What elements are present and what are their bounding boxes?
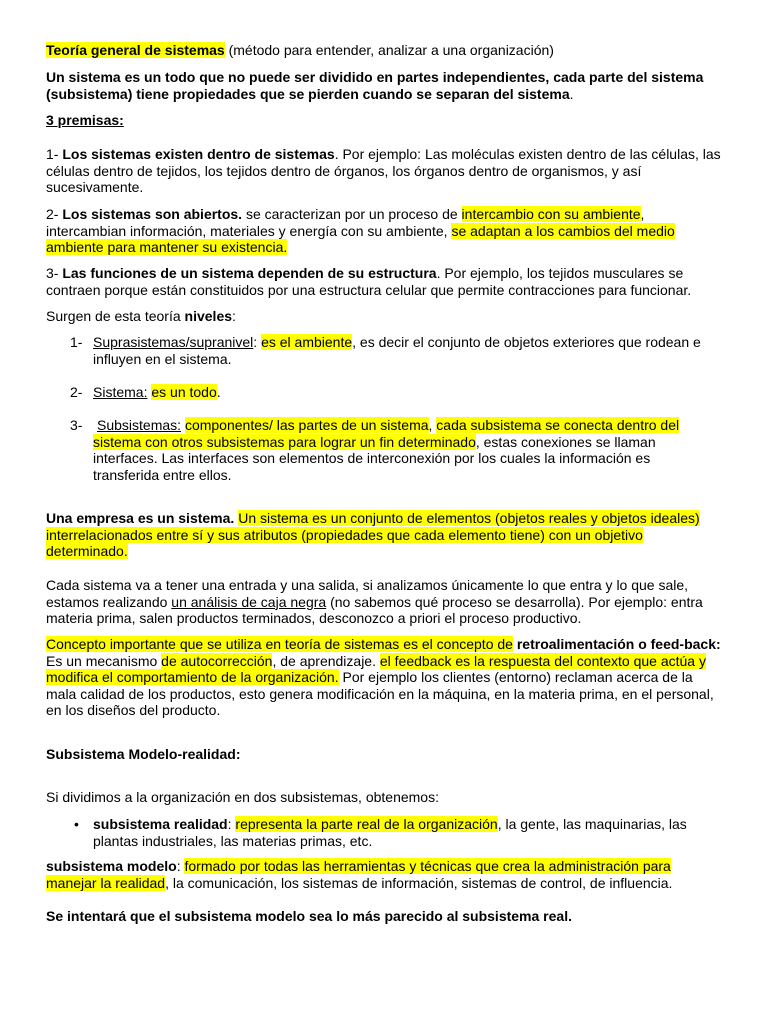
premise-2-highlight-1: intercambio con su ambiente [461, 206, 641, 222]
level-3-term: Subsistemas: [97, 417, 182, 433]
feedback-text-a: Es un mecanismo [46, 652, 162, 669]
level-1-rest: , es decir el conjunto de objetos exteriores que rodean e influyen en el sistema. [93, 334, 701, 367]
premise-2-bold: Los sistemas son abiertos. [62, 206, 243, 222]
title-highlight: Teoría general de sistemas [46, 42, 225, 58]
premise-2 [46, 206, 722, 256]
subsystem-model-paragraph [46, 858, 722, 891]
model-term: subsistema modelo [46, 858, 177, 874]
premise-2-text-b: , intercambian información, materiales y energía con su ambiente, [46, 206, 645, 239]
enterprise-bold: Una empresa es un sistema. [46, 510, 235, 526]
reality-term: subsistema realidad [93, 816, 228, 832]
model-highlight: formado por todas las herramientas y técnicas que crea la administración para manejar la realidad [46, 858, 671, 891]
premise-3-number: 3- [46, 265, 63, 281]
title-rest: (método para entender, analizar a una organización) [224, 42, 554, 58]
system-definition [46, 69, 722, 102]
premise-2-highlight-2: se adaptan a los cambios del medio ambiente para mantener su existencia. [46, 222, 675, 255]
levels-word: niveles [184, 308, 233, 324]
feedback-term: retroalimentación o feed-back: [512, 636, 721, 652]
final-statement-text: Se intentará que el subsistema modelo sea lo más parecido al subsistema real. [46, 908, 572, 924]
definition-text: Un sistema es un todo que no puede ser dividido en partes independientes, cada parte del sistema (subsistema) tiene propiedades que se pierden cuando se separan del sistema [46, 69, 704, 102]
levels-colon: : [232, 308, 236, 324]
model-rest: , la comunicación, los sistemas de información, sistemas de control, de influencia. [165, 874, 673, 891]
premise-3-bold: Las funciones de un sistema dependen de su estructura [62, 265, 437, 281]
subsystem-reality-text [93, 816, 713, 849]
feedback-paragraph [46, 636, 722, 719]
level-1-colon: : [253, 334, 262, 350]
subsystem-intro [46, 789, 722, 806]
level-3-comma: , [428, 417, 437, 433]
feedback-highlight-1: Concepto importante que se utiliza en teoría de sistemas es el concepto de [46, 636, 513, 652]
level-1-number: 1- [70, 334, 83, 350]
feedback-highlight-2: de autocorrección [161, 652, 273, 669]
model-colon: : [176, 858, 185, 874]
reality-rest: , la gente, las maquinarias, las plantas industriales, las materias primas, etc. [93, 816, 687, 849]
premises-heading [46, 112, 722, 129]
levels-intro [46, 308, 722, 325]
level-3-highlight-2: cada subsistema se conecta dentro del sistema con otros subsistemas para lograr un fin determinado [93, 417, 680, 450]
bullet-icon: • [74, 816, 79, 832]
premise-1-text: . Por ejemplo: Las moléculas existen dentro de las células, las células dentro de tejidos, los tejidos dentro de órganos, los órganos dentro de organismos, y así sucesivamente. [46, 146, 721, 195]
premise-1 [46, 146, 722, 196]
title-line [46, 42, 722, 59]
level-2-term: Sistema: [93, 384, 148, 400]
level-3-highlight-1: componentes/ las partes de un sistema [184, 417, 429, 433]
level-3-text [93, 417, 713, 483]
level-1-highlight: es el ambiente [261, 334, 353, 350]
subsystem-heading [46, 746, 722, 763]
level-2-number: 2- [70, 384, 83, 400]
premise-3 [46, 265, 722, 298]
premise-1-bold: Los sistemas existen dentro de sistemas [62, 146, 335, 162]
level-1-term: Suprasistemas/supranivel [93, 334, 254, 350]
final-statement [46, 908, 722, 925]
level-3-number: 3- [70, 417, 83, 433]
black-box-term: un análisis de caja negra [171, 593, 327, 610]
feedback-highlight-3: el feedback es la respuesta del contexto que actúa y modifica el comportamiento de la organización. [46, 652, 706, 685]
premise-1-number: 1- [46, 146, 63, 162]
premise-2-number: 2- [46, 206, 63, 222]
premises-label: 3 premisas: [46, 112, 124, 128]
premise-2-text-a: se caracterizan por un proceso de [242, 206, 462, 222]
enterprise-highlight: Un sistema es un conjunto de elementos (objetos reales y objetos ideales) interrelacionados entre sí y sus atributos (propiedades que cada elemento tiene) con un objetivo determinado. [46, 510, 700, 559]
feedback-text-b: , de aprendizaje. [272, 652, 380, 669]
black-box-paragraph [46, 577, 722, 627]
definition-period: . [569, 85, 574, 102]
reality-highlight: representa la parte real de la organización [235, 816, 498, 832]
premise-3-text: . Por ejemplo, los tejidos musculares se contraen porque están constituidos por una estructura celular que permite contracciones para funcionar. [46, 265, 692, 298]
black-box-text-b: (no sabemos qué proceso se desarrolla). Por ejemplo: entra materia prima, salen productos terminados, desconozco a priori el proceso productivo. [46, 593, 703, 626]
black-box-text-a: Cada sistema va a tener una entrada y una salida, si analizamos únicamente lo que entra y lo que sale, estamos realizando [46, 577, 689, 610]
levels-intro-text: Surgen de esta teoría [46, 308, 185, 324]
level-2-highlight: es un todo [151, 384, 217, 400]
level-1-text [93, 334, 713, 367]
subsystem-intro-text: Si dividimos a la organización en dos subsistemas, obtenemos: [46, 789, 439, 805]
feedback-text-c: Por ejemplo los clientes (entorno) reclaman acerca de la mala calidad de los productos, esto genera modificación en la máquina, en la materia prima, en el personal, en los diseños del producto. [46, 669, 714, 718]
level-2-end: . [216, 384, 221, 400]
subsystem-heading-text: Subsistema Modelo-realidad: [46, 746, 241, 762]
reality-colon: : [227, 816, 236, 832]
enterprise-paragraph [46, 510, 722, 560]
level-3-rest: , estas conexiones se llaman interfaces. Las interfaces son elementos de interconexión por los cuales la información es transferida entre ellos. [93, 433, 656, 483]
level-2-text [93, 384, 713, 401]
